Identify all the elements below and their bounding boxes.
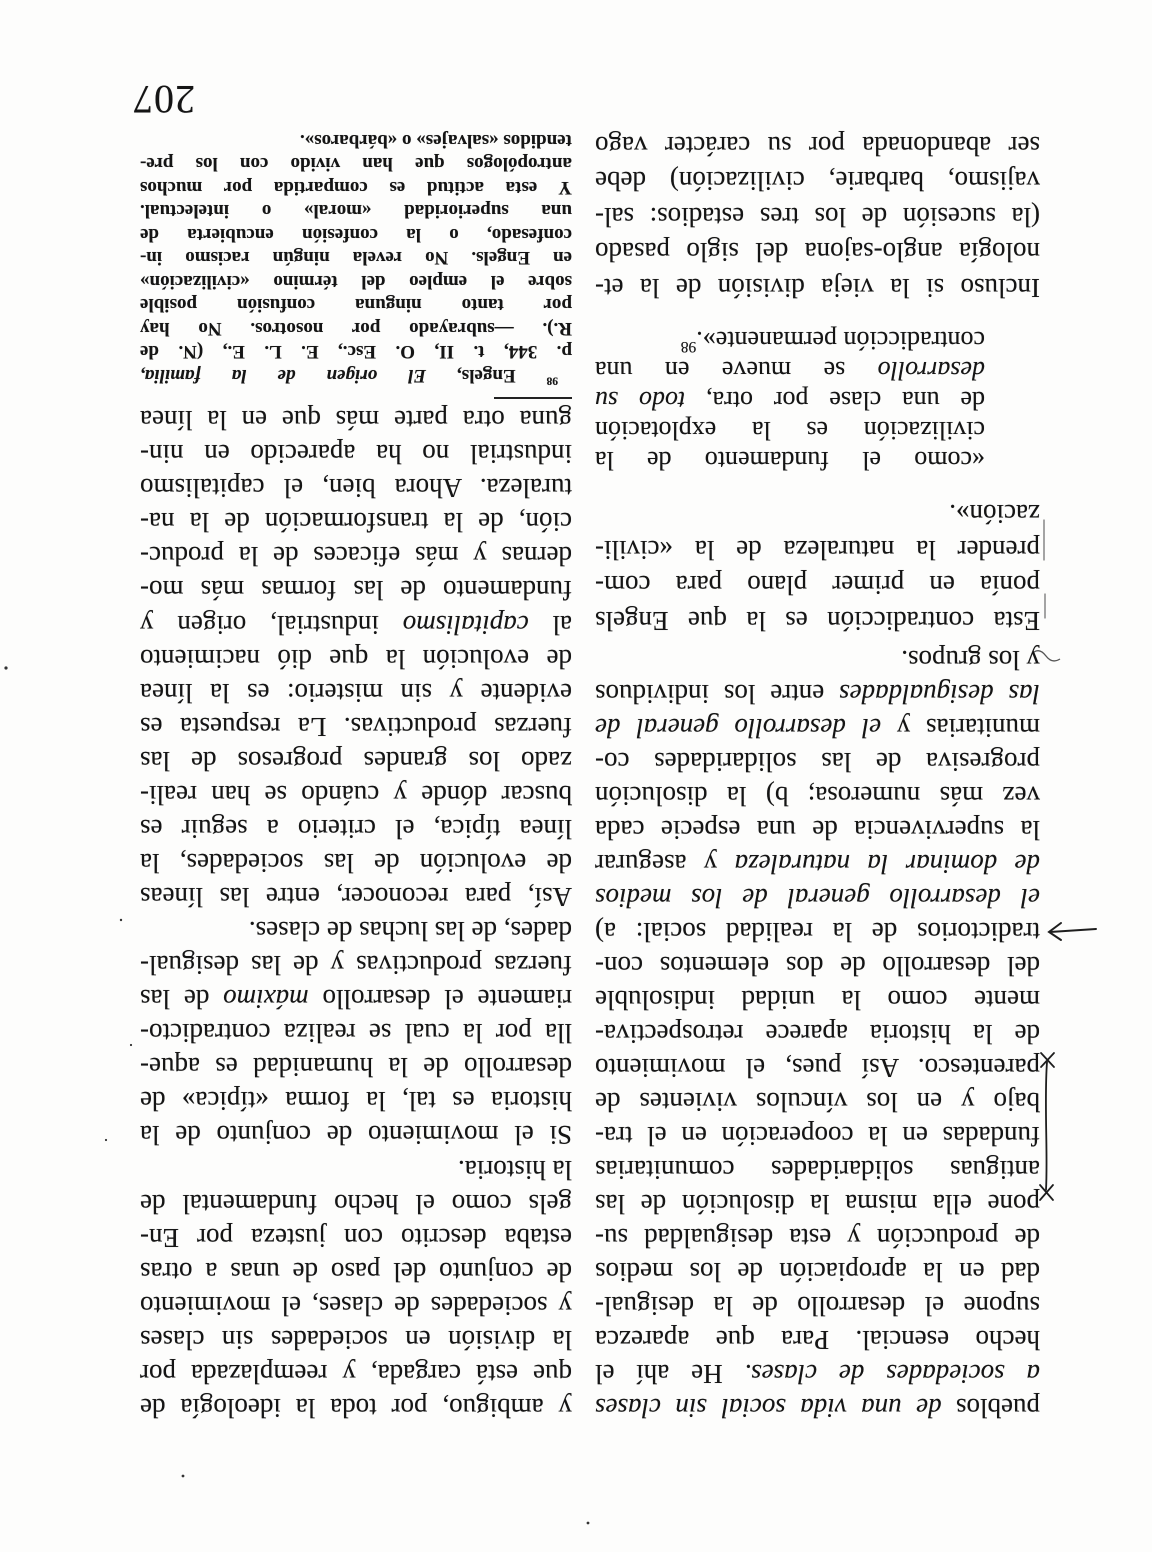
text-run: Engels, [426,365,547,386]
text-line: y sociedades de clases, el movimiento [140,1290,572,1321]
text-run: He ahí el [594,1359,745,1389]
text-line: de la historia aparece retrospectiva- [595,1019,1040,1049]
italic-text: El origen de la familia, [140,365,427,386]
italic-text: de dominar la naturaleza [734,849,1040,879]
text-run: contradicción permanente». [696,326,985,355]
text-line: historia es tal, la forma «típica» de [140,1086,572,1117]
text-line: antropólogos que han vivido con los pre- [140,153,572,175]
text-line: del desarrollo de dos elementos con- [595,951,1040,981]
text-line: Así, para reconocer, entre las líneas [140,882,572,913]
text-line: buscar dónde y cuándo se han reali- [140,779,572,810]
text-line: zación». [949,499,1040,530]
text-line: R.). —subrayado por nosotros. No hay [140,318,572,339]
left-column-paragraph [595,496,1040,638]
footnote-rule [494,397,572,399]
text-line: Esta contradicción es la que Engels [595,606,1040,636]
text-line [595,1391,1040,1425]
text-line: fuerzas productivas. La respuesta es [140,711,572,742]
block-quote [595,325,985,475]
text-line: dad en la apropiación de los medios [595,1257,1040,1287]
text-line: por tanto ninguna confusión posible [140,294,572,316]
italic-text: desarrollo [877,356,985,385]
text-line: tendidos «salvajes» o «bárbaros». [299,130,572,151]
margin-pencil-line [1044,520,1045,618]
italic-text: todo su [594,386,686,415]
text-line: de evolución de las sociedades, la [140,848,572,878]
text-line: que está cargada, y reemplazada por [140,1358,572,1389]
text-line: turaleza. Ahora bien, el capitalismo [140,473,572,504]
text-line: la historia. [458,1154,572,1185]
text-line: mente como la unidad indisoluble [595,985,1040,1015]
text-line: vez más numerosa; b) la disolución [595,781,1040,811]
text-line: evidente y sin misterio: es la línea [140,677,572,708]
left-column-paragraph [595,128,1040,306]
text-line: vajismo, barbarie, civilización) debe [595,166,1040,197]
text-line: parentesco. Así pues, el movimiento [595,1053,1040,1083]
text-line: pone ella misma la disolución de las [595,1189,1040,1219]
footnote [140,129,572,388]
text-line: industrial no ha aparecido en nin- [140,439,572,470]
text-line: guna otra parte más que en la línea [140,405,572,436]
text-line: fuerzas productivas y de las desigual- [140,950,572,981]
text-line: civilización es la explotación [595,416,985,445]
text-line: confesado, o la confesión encubierta de [140,224,572,245]
text-line: ser abandonada por su carácter vago [595,131,1040,161]
text-run: de una clase por otra, [685,386,985,415]
italic-text: las desigualdades [839,679,1040,709]
italic-text: el desarrollo general de los medios [595,883,1040,913]
text-line [595,677,1040,711]
text-line [595,355,985,385]
text-line: fundamento de las formas más mo- [140,575,572,606]
text-line: línea típica, el criterio a seguir es [140,813,572,844]
text-run: al [528,609,572,640]
handwritten-bracket-mark [1040,1053,1054,1200]
text-line [595,711,1040,745]
italic-text: de una vida social sin clases [595,1393,942,1423]
handwritten-arrow-icon [1049,923,1096,940]
italic-text: el desarrollo general de [595,713,882,743]
text-line: tradictorios de la realidad social: a) [595,917,1040,947]
text-line: nología anglo-sajona del siglo pasado [595,237,1040,268]
text-line: Incluso si la vieja división de la et- [595,273,1040,303]
text-line: zado los grandes progresos de las [140,745,572,776]
italic-text: capitalismo [402,609,529,640]
text-line: desarrollo de la humanidad es aque- [140,1052,572,1083]
text-line: de conjunto del paso de unas a otras [140,1256,572,1287]
left-column-paragraph [595,643,1040,1425]
text-line [140,364,572,388]
text-line: y ambiguo, por toda la ideología de [140,1393,572,1423]
text-line [595,1357,1040,1391]
text-line [595,325,985,355]
text-line: prender la naturaleza de la «civili- [595,535,1040,565]
text-run: de las [140,984,224,1015]
text-line: de evolución la que dió nacimiento [140,643,572,674]
text-line: dernas y más eficaces de la produc- [140,541,572,572]
text-line: fundadas en la cooperación en el tra- [595,1121,1040,1151]
text-line [595,881,1040,915]
text-line: de producción y esta desigualdad su- [595,1223,1040,1253]
right-column-paragraph [140,914,572,1152]
text-run: entre los individuos [595,679,840,709]
footnote-reference: 98 [680,338,697,356]
italic-text: a sociedades de clases. [744,1359,1040,1389]
text-line: Si el movimiento de conjunto de la [140,1120,572,1151]
text-line: antiguas solidaridades comunitarias [595,1155,1040,1185]
text-line: estaba descrito con justeza por En- [140,1222,572,1253]
text-line: bajo y en los vínculos vivientes de [595,1087,1040,1117]
right-column [140,403,572,1425]
text-line: (la sucesión de los tres estadios: sal- [595,202,1040,232]
text-line: ción, de la transformación de la na- [140,507,572,538]
text-line: supone el desarrollo de la desigual- [595,1291,1040,1321]
text-line [595,385,985,415]
text-run: riamente el desarrollo [308,984,572,1015]
text-line: p. 344, t. II, O. Esc., E. L. E., (N. de [140,341,572,363]
footnote-reference: 98 [546,374,558,387]
text-line: una superioridad «moral» o intelectual. [140,200,572,222]
text-line [595,847,1040,881]
text-run: munitarias y [881,713,1040,743]
text-run: pueblos [941,1393,1040,1423]
text-line [140,982,572,1016]
page-number: 207 [132,77,195,122]
text-line: hecho esencial. Para que aparezca [595,1325,1040,1355]
text-line: y los grupos. [901,645,1040,675]
text-line: sobre el empleo del término «civilización» [140,271,572,292]
italic-text: máximo [223,984,309,1015]
text-line: gels como el hecho fundamental de [140,1188,572,1219]
text-line: dades, de las luchas de clases. [248,916,572,947]
text-line: Y esta actitud es compartida por muchos [140,177,572,198]
right-column-paragraph [140,403,572,914]
text-line: progresiva de las solidaridades co- [595,747,1040,777]
text-line: lla por la cual se realiza contradicto- [140,1018,572,1049]
text-line: «como el fundamento de la [595,446,985,475]
right-column-paragraph [140,1153,572,1426]
text-line: ponía en primer plano para com- [595,570,1040,601]
text-run: y asegurar [595,849,735,879]
text-line: la división en sociedades sin clases [140,1324,572,1355]
text-run: industrial, origen y [140,609,403,640]
text-line: en Engels. No revela ningún racismo in- [140,247,572,269]
text-run: se mueve en una [595,356,878,385]
text-line [140,608,572,642]
text-line: la supervivencia de una especie cada [595,815,1040,845]
